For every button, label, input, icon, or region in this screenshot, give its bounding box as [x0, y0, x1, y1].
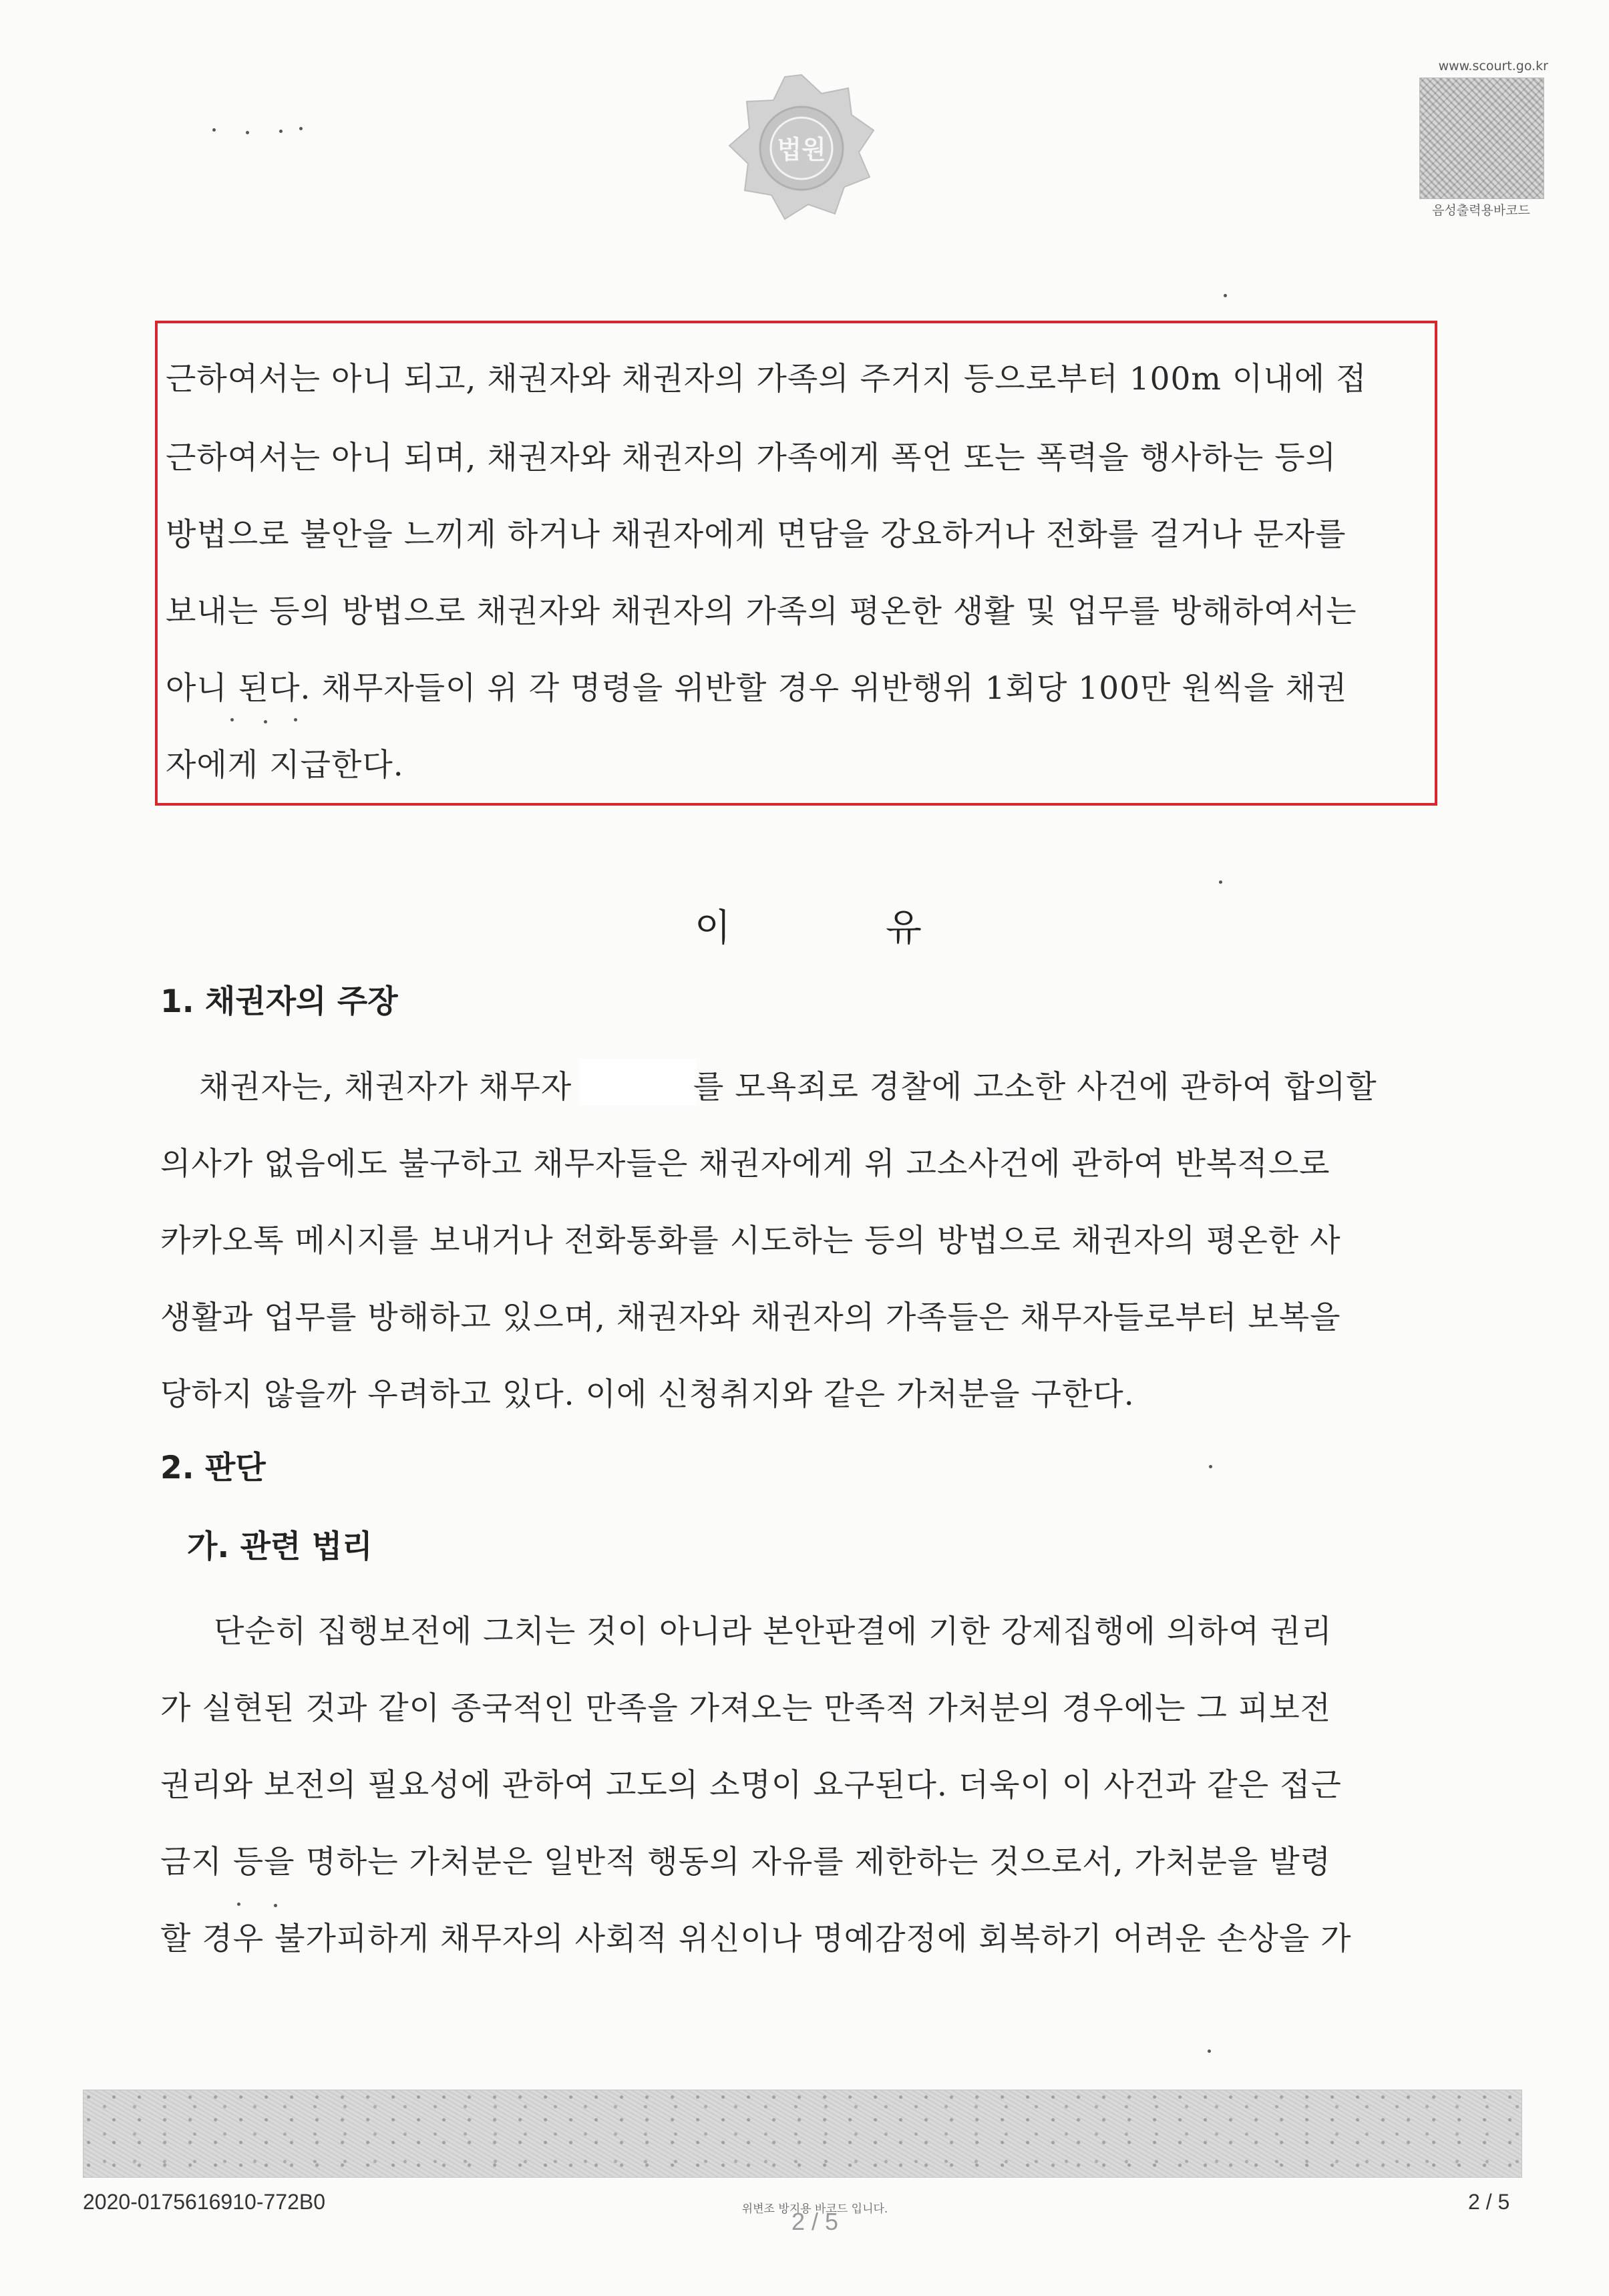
scan-speck: [230, 718, 234, 721]
body-line: 금지 등을 명하는 가처분은 일반적 행동의 자유를 제한하는 것으로서, 가처분을 발령: [160, 1844, 1332, 1880]
body-line: 할 경우 불가피하게 채무자의 사회적 위신이나 명예감정에 회복하기 어려운 손상을 가: [160, 1921, 1352, 1957]
body-line: 채권자는, 채권자가 채무자: [199, 1069, 572, 1106]
body-line: 권리와 보전의 필요성에 관하여 고도의 소명이 요구된다. 더욱이 이 사건과 같은 접근: [160, 1767, 1342, 1804]
order-line: 자에게 지급한다.: [166, 747, 404, 784]
scan-speck: [1208, 2049, 1211, 2053]
scan-speck: [274, 1904, 277, 1907]
barcode-image: [1419, 77, 1544, 199]
scan-speck: [246, 131, 249, 134]
order-line: 아니 된다. 채무자들이 위 각 명령을 위반할 경우 위반행위 1회당 100만 원씩을 채권: [166, 670, 1348, 707]
body-line: 당하지 않을까 우려하고 있다. 이에 신청취지와 같은 가처분을 구한다.: [160, 1376, 1135, 1413]
scan-speck: [1209, 1465, 1212, 1468]
scan-speck: [1219, 880, 1222, 884]
anti-forgery-barcode-band: [83, 2090, 1522, 2178]
reason-title-char: 이: [695, 907, 731, 950]
scan-speck: [299, 127, 303, 130]
body-line: 카카오톡 메시지를 보내거나 전화통화를 시도하는 등의 방법으로 채권자의 평온한 사: [160, 1222, 1341, 1259]
page-number: 2 / 5: [1468, 2190, 1510, 2214]
body-line: 가 실현된 것과 같이 종국적인 만족을 가져오는 만족적 가처분의 경우에는 그 피보전: [160, 1690, 1332, 1727]
redaction-block: [580, 1059, 697, 1106]
reason-title-char: 유: [885, 907, 922, 950]
scan-speck: [279, 130, 283, 133]
barcode-url: www.scourt.go.kr: [1438, 59, 1548, 73]
body-line: 를 모욕죄로 경찰에 고소한 사건에 관하여 합의할: [693, 1069, 1377, 1106]
scan-speck: [212, 128, 216, 132]
page-indicator-center: 2 / 5: [791, 2208, 839, 2235]
scan-speck: [237, 1903, 240, 1906]
seal-text: 법원: [777, 135, 826, 164]
subsection-heading: 가. 관련 법리: [187, 1528, 373, 1565]
order-line: 보내는 등의 방법으로 채권자와 채권자의 가족의 평온한 생활 및 업무를 방해하여서는: [166, 593, 1357, 630]
body-line: 단순히 집행보전에 그치는 것이 아니라 본안판결에 기한 강제집행에 의하여 권리: [214, 1613, 1332, 1650]
court-seal-logo: [721, 67, 882, 227]
order-line: 근하여서는 아니 되며, 채권자와 채권자의 가족에게 폭언 또는 폭력을 행사하는 등의: [166, 440, 1337, 476]
scan-speck: [264, 720, 267, 723]
order-line: 방법으로 불안을 느끼게 하거나 채권자에게 면담을 강요하거나 전화를 걸거나 문자를: [166, 516, 1347, 553]
body-line: 생활과 업무를 방해하고 있으며, 채권자와 채권자의 가족들은 채무자들로부터 보복을: [160, 1299, 1341, 1336]
reason-title: [695, 898, 922, 952]
order-line: 근하여서는 아니 되고, 채권자와 채권자의 가족의 주거지 등으로부터 100m 이내에 접: [166, 361, 1367, 397]
anti-forgery-note: 위변조 방지용 바코드 입니다.: [741, 2202, 888, 2216]
document-number: 2020-0175616910-772B0: [83, 2190, 325, 2214]
scan-speck: [1224, 294, 1227, 297]
scan-speck: [294, 718, 297, 721]
body-line: 의사가 없음에도 불구하고 채무자들은 채권자에게 위 고소사건에 관하여 반복적으로: [160, 1146, 1330, 1182]
barcode-caption: 음성출력용바코드: [1432, 203, 1530, 218]
section-heading: 2. 판단: [160, 1450, 266, 1486]
section-heading: 1. 채권자의 주장: [160, 983, 398, 1020]
